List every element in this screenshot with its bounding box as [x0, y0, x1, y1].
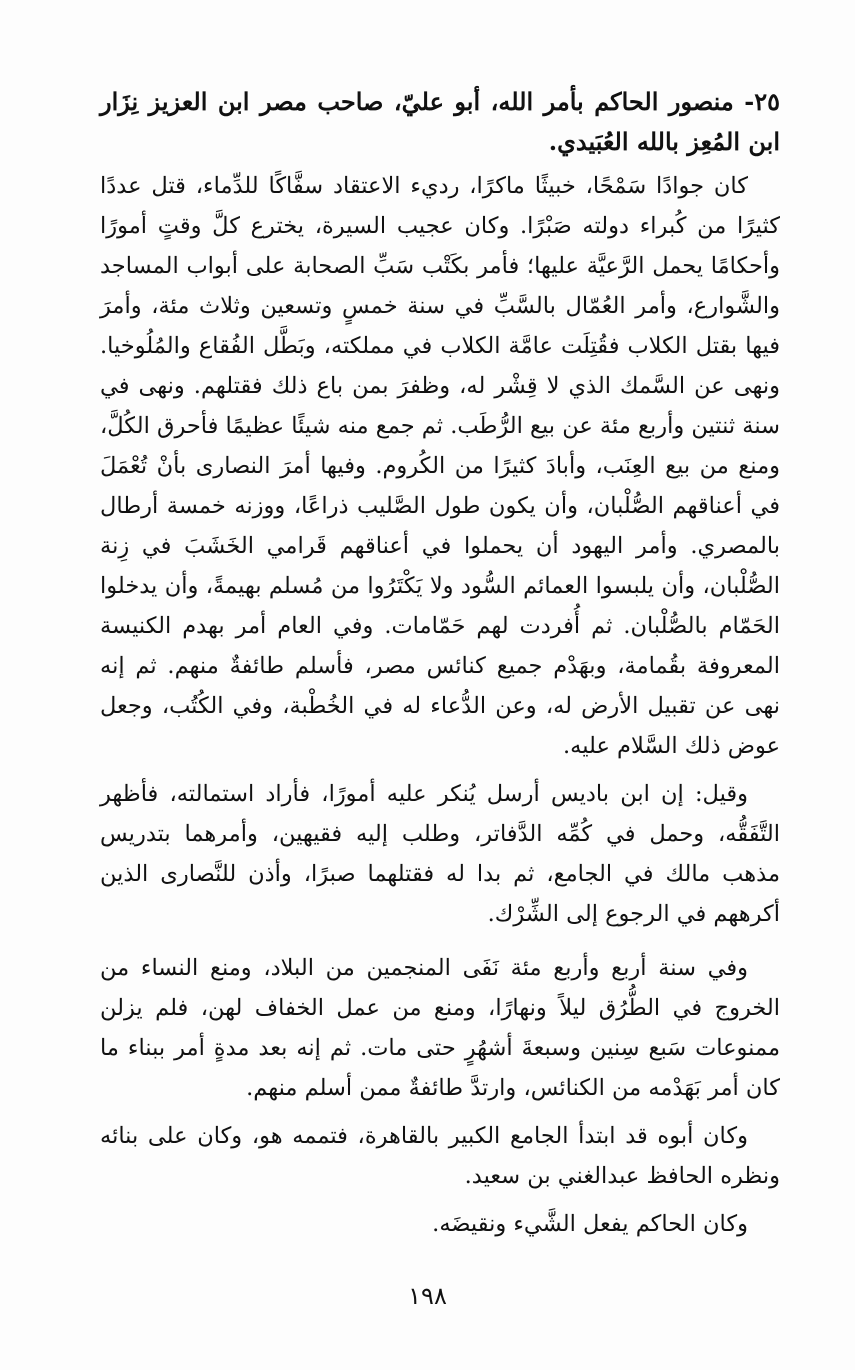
paragraph-ibn-badis: وقيل: إن ابن باديس أرسل يُنكر عليه أمورًا، فأراد استمالته، فأظهر التَّفَقُّه، وحمل في كُمِّه الدَّفاتر، وطلب إليه فقيهين، وأمرهما بتدريس مذهب مالك في الجامع، ثم بدا له فقتلهما صبرًا، وأذن للنَّصارى الذين أكرههم في الرجوع إلى الشِّرْك. [100, 781, 780, 927]
paragraph-biography: كان جوادًا سَمْحًا، خبيثًا ماكرًا، رديء الاعتقاد سفَّاكًا للدِّماء، قتل عددًا كثيرًا من كُبراء دولته صَبْرًا. وكان عجيب السيرة، يخترع كلَّ وقتٍ أمورًا وأحكامًا يحمل الرَّعيَّة عليها؛ فأمر بكَتْب سَبِّ الصحابة على أبواب المساجد والشَّوارع، وأمر العُمّال بالسَّبِّ في سنة خمسٍ وتسعين وثلاث مئة، وأمرَ فيها بقتل الكلاب فقُتِلَت عامَّة الكلاب في مملكته، وبَطَّل الفُقاع والمُلُوخيا. ونهى عن السَّمك الذي لا قِشْر له، وظفرَ بمن باع ذلك فقتلهم. ونهى في سنة ثنتين وأربع مئة عن بيع الرُّطَب. ثم جمع منه شيئًا عظيمًا فأحرق الكُلَّ، ومنع من بيع العِنَب، وأبادَ كثيرًا من الكُروم. وفيها أمرَ النصارى بأنْ تُعْمَلَ في أعناقهم الصُّلْبان، وأن يكون طول الصَّليب ذراعًا، ووزنه خمسة أرطال بالمصري. وأمر اليهود أن يحملوا في أعناقهم قَرامي الخَشَبَ في زِنة الصُّلْبان، وأن يلبسوا العمائم السُّود ولا يَكْتَرُوا من مُسلم بهيمةً، وأن يدخلوا الحَمّام بالصُّلْبان. ثم أُفردت لهم حَمّامات. وفي العام أمر بهدم الكنيسة المعروفة بقُمامة، وبهَدْم جميع كنائس مصر، فأسلم طائفةٌ منهم. ثم إنه نهى عن تقبيل الأرض له، وعن الدُّعاء له في الخُطْبة، وفي الكُتُب، وجعل عوض ذلك السَّلام عليه. [100, 173, 780, 759]
paragraph-closing: وكان الحاكم يفعل الشَّيء ونقيضَه. [432, 1211, 748, 1237]
page-number: ١٩٨ [408, 1282, 447, 1310]
paragraph-cairo-mosque: وكان أبوه قد ابتدأ الجامع الكبير بالقاهرة، فتممه هو، وكان على بنائه ونظره الحافظ عبدالغني بن سعيد. [100, 1123, 780, 1189]
paragraph-year-404: وفي سنة أربع وأربع مئة نَفَى المنجمين من البلاد، ومنع النساء من الخروج في الطُّرُق ليلاً ونهارًا، ومنع من عمل الخفاف لهن، فلم يزلن ممنوعات سَبع سِنين وسبعةَ أشهُرٍ حتى مات. ثم إنه بعد مدةٍ أمر ببناء ما كان أمر بَهَدْمه من الكنائس، وارتدَّ طائفةٌ ممن أسلم منهم. [100, 955, 780, 1101]
page-body [100, 82, 780, 1252]
entry-heading: ٢٥- منصور الحاكم بأمر الله، أبو عليّ، صاحب مصر ابن العزيز نِزَار ابن المُعِز بالله العُبَيدي. [100, 87, 780, 156]
